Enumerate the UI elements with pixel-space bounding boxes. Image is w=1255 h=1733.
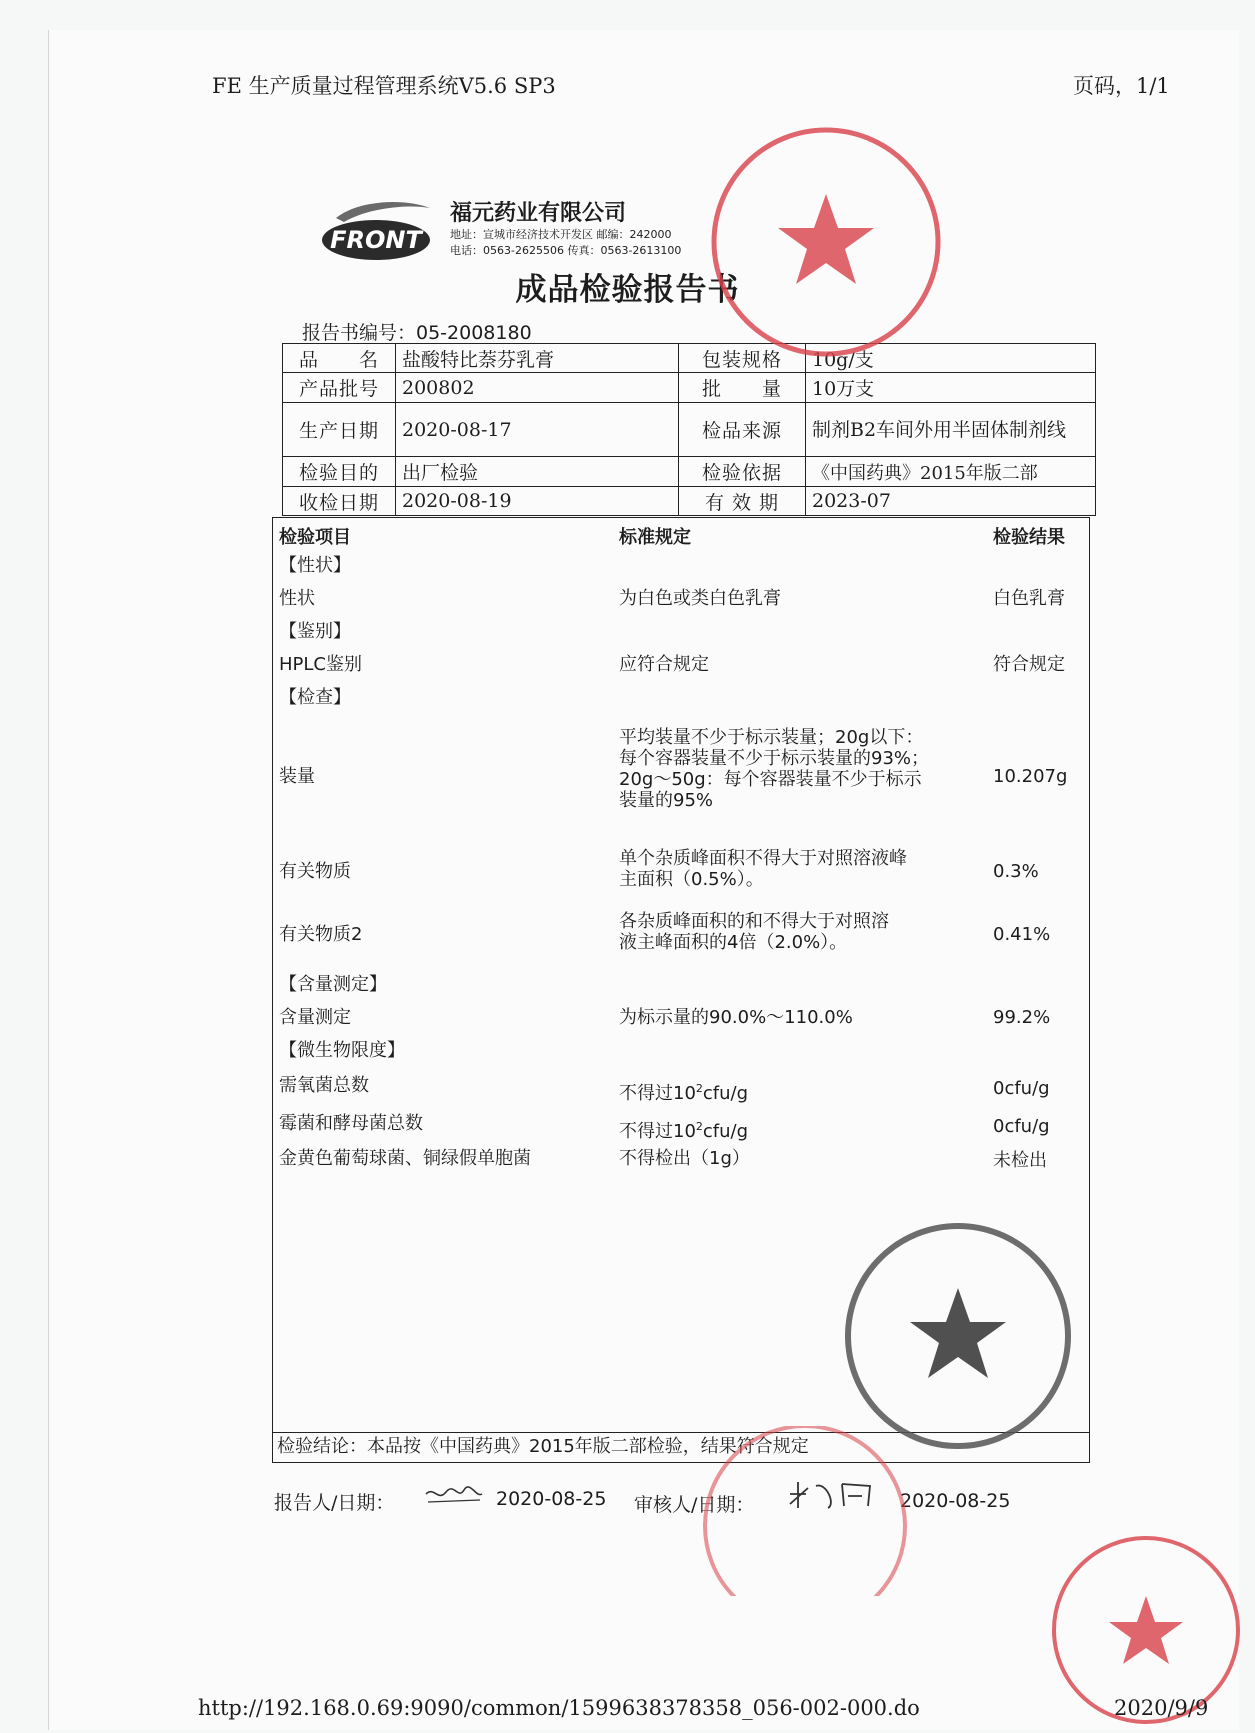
pathogen-result: 未检出 [993, 1150, 1047, 1171]
related-substances-item: 有关物质 [279, 861, 351, 882]
validity-label: 有 效 期 [679, 487, 806, 516]
related-substances-2-item: 有关物质2 [279, 924, 363, 945]
company-logo [318, 196, 442, 264]
footer-url: http://192.168.0.69:9090/common/1599638378358_056-002-000.do [198, 1696, 920, 1720]
receive-date-value: 2020-08-19 [396, 487, 679, 516]
aerobic-standard: 不得过$10^2cfu/g$ [619, 1082, 749, 1104]
company-name: 福元药业有限公司 [450, 201, 627, 226]
batch-value: 200802 [396, 373, 679, 403]
mold-standard: 不得过$10^2cfu/g$ [619, 1120, 749, 1142]
col-header-standard: 标准规定 [619, 527, 691, 548]
section-appearance: 【性状】 [279, 555, 351, 576]
fill-standard: 平均装量不少于标示装量；20g以下： 每个容器装量不少于标示装量的93%； 20g～50g：每个容器装量不少于标示 装量的95% [619, 727, 930, 811]
hplc-item: HPLC鉴别 [279, 654, 362, 675]
col-header-item: 检验项目 [279, 527, 351, 548]
footer-date: 2020/9/9 [1114, 1696, 1209, 1720]
report-number: 报告书编号：05-2008180 [302, 322, 532, 344]
reporter-signature [424, 1484, 484, 1512]
purpose-label: 检验目的 [283, 457, 396, 487]
section-identification: 【鉴别】 [279, 621, 351, 642]
aerobic-result: 0cfu/g [993, 1078, 1050, 1099]
quantity-value: 10万支 [806, 373, 1096, 403]
production-date-label: 生产日期 [283, 403, 396, 457]
product-info-table [282, 343, 1096, 516]
pack-spec-value: 10g/支 [806, 344, 1096, 373]
basis-label: 检验依据 [679, 457, 806, 487]
fill-result: 10.207g [993, 766, 1068, 787]
receive-date-label: 收检日期 [283, 487, 396, 516]
col-header-result: 检验结果 [993, 527, 1065, 548]
hplc-standard: 应符合规定 [619, 654, 709, 675]
related-substances-2-standard: 各杂质峰面积的和不得大于对照溶 液主峰面积的4倍（2.0%）。 [619, 911, 889, 953]
reporter-label: 报告人/日期： [274, 1492, 395, 1514]
fill-item: 装量 [279, 766, 315, 787]
mold-item: 霉菌和酵母菌总数 [279, 1113, 423, 1134]
purpose-value: 出厂检验 [396, 457, 679, 487]
quality-stamp-top [706, 122, 946, 366]
product-name-label: 品 名 [283, 344, 396, 373]
report-title: 成品检验报告书 [515, 272, 740, 308]
appearance-item: 性状 [279, 588, 315, 609]
reviewer-date: 2020-08-25 [900, 1490, 1011, 1512]
quality-stamp-middle [838, 1216, 1078, 1460]
assay-standard: 为标示量的90.0%～110.0% [619, 1007, 853, 1028]
source-value: 制剂B2车间外用半固体制剂线 [806, 403, 1096, 457]
section-microbial: 【微生物限度】 [279, 1040, 405, 1061]
related-substances-standard: 单个杂质峰面积不得大于对照溶液峰 主面积（0.5%）。 [619, 848, 907, 890]
assay-result: 99.2% [993, 1007, 1051, 1028]
reporter-date: 2020-08-25 [496, 1488, 607, 1510]
reviewer-label: 审核人/日期： [634, 1494, 755, 1516]
related-substances-2-result: 0.41% [993, 924, 1051, 945]
logo-text: FRONT [330, 226, 422, 254]
quality-stamp-bottom-left [690, 1426, 920, 1600]
product-name-value: 盐酸特比萘芬乳膏 [396, 344, 679, 373]
pack-spec-label: 包装规格 [679, 344, 806, 373]
source-label: 检品来源 [679, 403, 806, 457]
system-header: FE 生产质量过程管理系统V5.6 SP3 [212, 74, 556, 98]
basis-value: 《中国药典》2015年版二部 [806, 457, 1096, 487]
batch-label: 产品批号 [283, 373, 396, 403]
mold-result: 0cfu/g [993, 1116, 1050, 1137]
production-date-value: 2020-08-17 [396, 403, 679, 457]
pathogen-item: 金黄色葡萄球菌、铜绿假单胞菌 [279, 1148, 531, 1169]
section-check: 【检查】 [279, 687, 351, 708]
conclusion-text: 检验结论：本品按《中国药典》2015年版二部检验，结果符合规定 [277, 1436, 809, 1457]
pathogen-standard: 不得检出（1g） [619, 1148, 750, 1169]
hplc-result: 符合规定 [993, 654, 1065, 675]
assay-item: 含量测定 [279, 1007, 351, 1028]
section-assay: 【含量测定】 [279, 974, 387, 995]
validity-value: 2023-07 [806, 487, 1096, 516]
related-substances-result: 0.3% [993, 861, 1039, 882]
appearance-standard: 为白色或类白色乳膏 [619, 588, 781, 609]
quantity-label: 批 量 [679, 373, 806, 403]
page-indicator: 页码，1/1 [1073, 74, 1170, 98]
company-address: 地址：宣城市经济技术开发区 邮编：242000 电话：0563-2625506 传真：0563-2613100 [450, 228, 682, 257]
appearance-result: 白色乳膏 [993, 588, 1065, 609]
aerobic-item: 需氧菌总数 [279, 1075, 369, 1096]
